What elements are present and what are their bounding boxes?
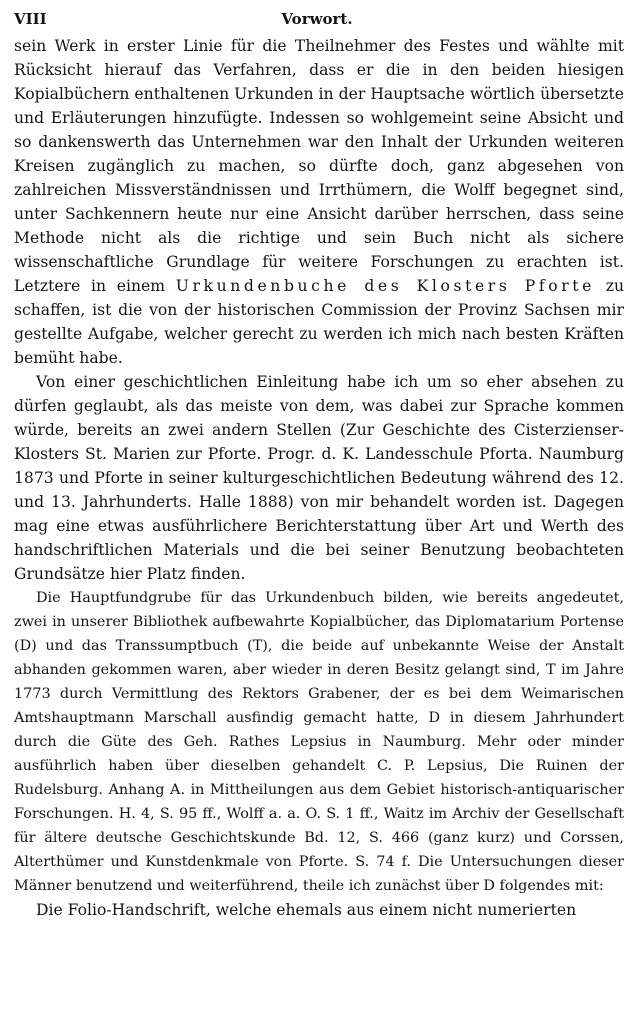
paragraph-4: Die Folio-Handschrift, welche ehemals aus einem nicht numerierten — [36, 901, 577, 919]
page-number: VIII — [14, 10, 47, 28]
spaced-title: Urkundenbuche des Klosters Pforte — [175, 277, 595, 295]
paragraph-2: Von einer geschichtlichen Einleitung habe ich um so eher absehen zu dürfen geglaubt, als das meiste von dem, was dabei zur Sprache kommen würde, bereits an zwei andern Stellen (Zur Geschichte des Cisterzienser-Klosters St. Marien zur Pforte. Progr. d. K. Landesschule Pforta. Naumburg 1873 und Pforte in seiner kulturgeschichtlichen Bedeutung während des 12. und 13. Jahrhunderts. Halle 1888) von mir behandelt worden ist. Dagegen mag eine etwas ausführlichere Berichterstattung über Art und Werth des handschriftlichen Materials und die bei seiner Benutzung beobachteten Grundsätze hier Platz finden. — [14, 373, 624, 583]
text-body — [14, 34, 624, 922]
page-header — [14, 6, 620, 32]
paragraph-1-text-b: zu schaffen, ist die von der historischen Commission der Provinz Sachsen mir gestellte Aufgabe, welcher gerecht zu werden ich mich nach besten Kräften bemüht habe. — [14, 277, 624, 367]
paragraph-3: Die Hauptfundgrube für das Urkundenbuch bilden, wie bereits angedeutet, zwei in unserer Bibliothek aufbewahrte Kopialbücher, das Diplomatarium Portense (D) und das Transsumptbuch (T), die beide auf unbekannte Weise der Anstalt abhanden gekommen waren, aber wieder in deren Besitz gelangt sind, T im Jahre 1773 durch Vermittlung des Rektors Grabener, der es bei dem Weimarischen Amtshauptmann Marschall ausfindig gemacht hatte, D in diesem Jahrhundert durch die Güte des Geh. Rathes Lepsius in Naumburg. Mehr oder minder ausführlich haben über dieselben gehandelt C. P. Lepsius, Die Ruinen der Rudelsburg. Anhang A. in Mittheilungen aus dem Gebiet historisch-antiquarischer Forschungen. H. 4, S. 95 ff., Wolff a. a. O. S. 1 ff., Waitz im Archiv der Gesellschaft für ältere deutsche Geschichtskunde Bd. 12, S. 466 (ganz kurz) und Corssen, Alterthümer und Kunstdenkmale von Pforte. S. 74 f. Die Untersuchungen dieser Männer benutzend und weiterführend, theile ich zunächst über D folgendes mit: — [14, 590, 624, 894]
running-title: Vorwort. — [281, 10, 353, 28]
paragraph-1 — [14, 34, 624, 370]
paragraph-1-text-a: sein Werk in erster Linie für die Theilnehmer des Festes und wählte mit Rücksicht hierauf das Verfahren, dass er die in den beiden hiesigen Kopialbüchern enthaltenen Urkunden in der Hauptsache wörtlich übersetzte und Erläuterungen hinzufügte. Indessen so wohlgemeint seine Absicht und so dankenswerth das Unternehmen war den Inhalt der Urkunden weiteren Kreisen zugänglich zu machen, so dürfte doch, ganz abgesehen von zahlreichen Missverständnissen und Irrthümern, die Wolff begegnet sind, unter Sachkennern heute nur eine Ansicht darüber herrschen, dass seine Methode nicht als die richtige und sein Buch nicht als sichere wissenschaftliche Grundlage für weitere Forschungen zu erachten ist. Letztere in einem — [14, 37, 624, 295]
